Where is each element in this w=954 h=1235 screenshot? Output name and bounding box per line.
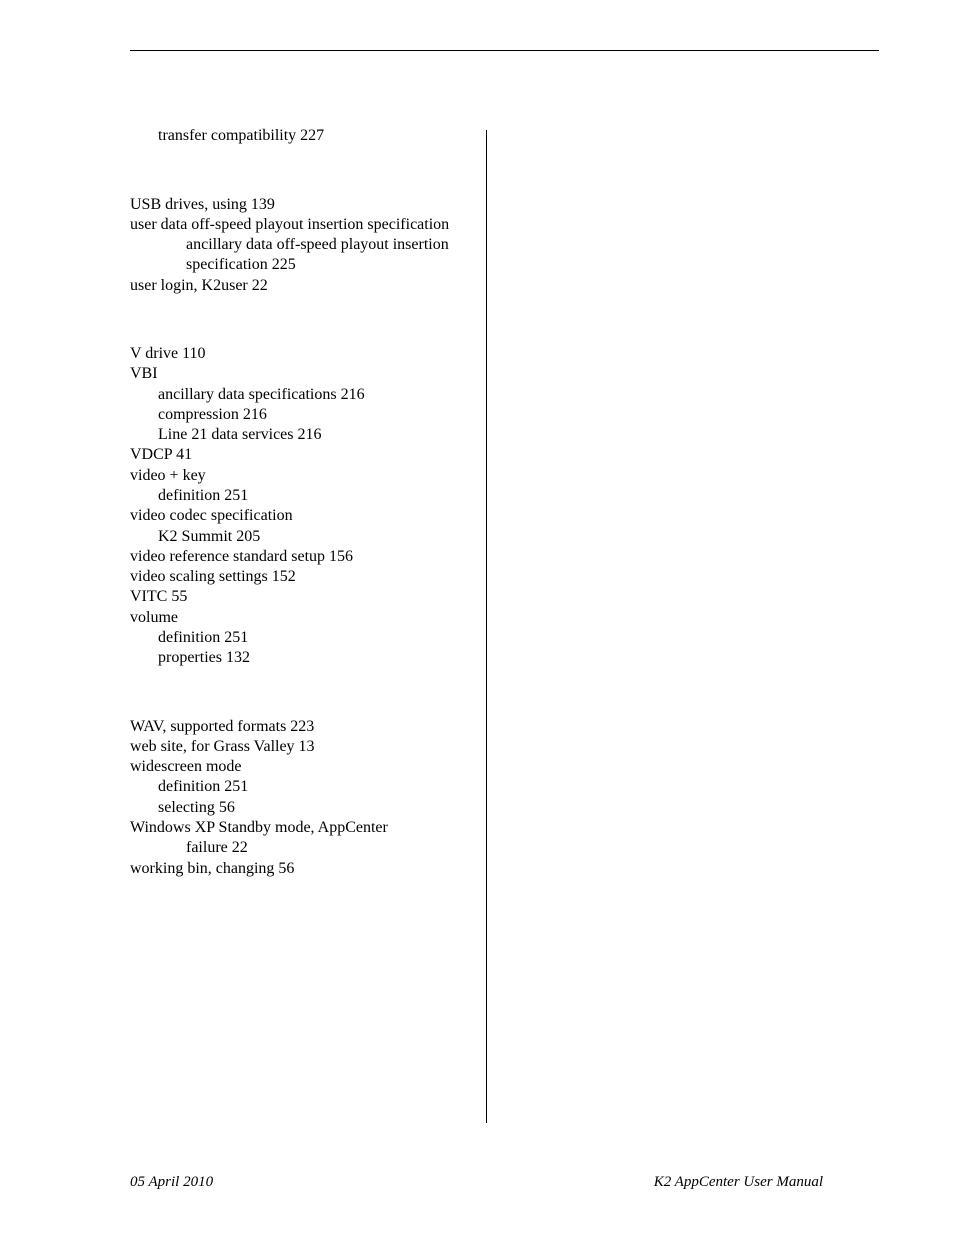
column-divider [486, 130, 487, 1123]
index-entry-continuation: ancillary data off-speed playout insertion [186, 236, 449, 253]
index-subentry: definition 251 [158, 778, 249, 795]
index-subentry: definition 251 [158, 629, 249, 646]
index-subentry: ancillary data specifications 216 [158, 386, 365, 403]
index-entry: working bin, changing 56 [130, 860, 295, 877]
index-entry: video scaling settings 152 [130, 568, 296, 585]
index-subentry: selecting 56 [158, 799, 235, 816]
index-subentry: definition 251 [158, 487, 249, 504]
index-entry: user login, K2user 22 [130, 277, 268, 294]
index-entry: widescreen mode [130, 758, 242, 775]
index-subentry: K2 Summit 205 [158, 528, 261, 545]
index-subentry: Line 21 data services 216 [158, 426, 322, 443]
index-subentry: compression 216 [158, 406, 267, 423]
index-entry: user data off-speed playout insertion specification [130, 216, 450, 233]
index-entry: VBI [130, 365, 158, 382]
index-entry: USB drives, using 139 [130, 196, 275, 213]
index-entry: WAV, supported formats 223 [130, 718, 315, 735]
index-entry-continuation: specification 225 [186, 256, 296, 273]
index-entry: V drive 110 [130, 345, 206, 362]
header-rule [130, 50, 879, 51]
index-entry: VDCP 41 [130, 446, 193, 463]
index-entry: VITC 55 [130, 588, 188, 605]
footer-date: 05 April 2010 [130, 1174, 214, 1190]
index-entry: volume [130, 609, 178, 626]
index-entry-continuation: failure 22 [186, 839, 248, 856]
footer-manual-title: K2 AppCenter User Manual [653, 1174, 823, 1190]
index-entry: web site, for Grass Valley 13 [130, 738, 315, 755]
index-entry: video codec specification [130, 507, 293, 524]
index-entry: video reference standard setup 156 [130, 548, 354, 565]
index-subentry: properties 132 [158, 649, 250, 666]
index-entry: Windows XP Standby mode, AppCenter [130, 819, 388, 836]
index-entry: video + key [130, 467, 206, 484]
index-subentry: transfer compatibility 227 [158, 127, 325, 144]
